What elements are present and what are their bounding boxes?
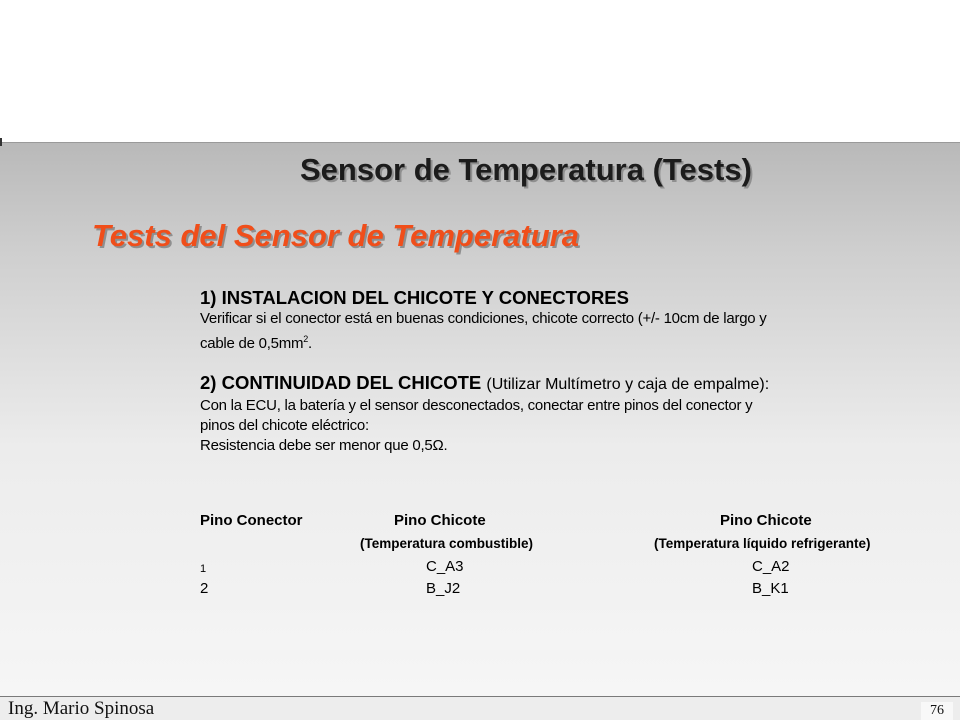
pin-table-header-combustible: Pino Chicote bbox=[394, 512, 486, 529]
section2-text bbox=[200, 396, 940, 456]
pin-table-header-conector: Pino Conector bbox=[200, 512, 303, 529]
section2-text-line1: Con la ECU, la batería y el sensor desconectados, conectar entre pinos del conector y bbox=[200, 397, 753, 414]
section1-text-line1: Verificar si el conector está en buenas condiciones, chicote correcto (+/- 10cm de largo y bbox=[200, 310, 767, 327]
section1-text-line2 bbox=[200, 329, 940, 354]
section2-text-line2: pinos del chicote eléctrico: bbox=[200, 417, 369, 434]
pin-row-2-refrigerante: B_K1 bbox=[752, 580, 789, 597]
section1-heading: 1) INSTALACION DEL CHICOTE Y CONECTORES bbox=[200, 287, 629, 308]
section2-text-line3: Resistencia debe ser menor que 0,5Ω. bbox=[200, 437, 448, 454]
pin-row-2-conector: 2 bbox=[200, 580, 209, 597]
pin-table-subheader-combustible: (Temperatura combustible) bbox=[360, 536, 534, 551]
header-divider-mark bbox=[0, 138, 2, 146]
pin-row-1-combustible: C_A3 bbox=[426, 558, 464, 575]
page-number: 76 bbox=[921, 702, 953, 720]
slide-content bbox=[200, 287, 940, 456]
section1-superscript: 2 bbox=[303, 334, 308, 344]
section2-heading-note: (Utilizar Multímetro y caja de empalme): bbox=[486, 376, 770, 393]
pin-table-header-refrigerante: Pino Chicote bbox=[720, 512, 812, 529]
footer-author: Ing. Mario Spinosa bbox=[8, 698, 155, 719]
pin-row-1-conector: 1 bbox=[200, 563, 207, 575]
section2-heading-main: 2) CONTINUIDAD DEL CHICOTE bbox=[200, 372, 482, 393]
header-divider bbox=[0, 142, 960, 143]
pin-table bbox=[200, 512, 940, 602]
section1-text-line2-main: cable de 0,5mm bbox=[200, 335, 304, 352]
pin-table-subheader-refrigerante: (Temperatura líquido refrigerante) bbox=[654, 536, 871, 551]
pin-row-2-combustible: B_J2 bbox=[426, 580, 461, 597]
pin-row-1-refrigerante: C_A2 bbox=[752, 558, 790, 575]
section2-heading bbox=[200, 372, 940, 396]
slide-subtitle: Tests del Sensor de Temperatura bbox=[92, 218, 579, 253]
section1-text bbox=[200, 309, 940, 354]
section1-text-end: . bbox=[308, 335, 312, 352]
slide-title: Sensor de Temperatura (Tests) bbox=[300, 152, 752, 187]
